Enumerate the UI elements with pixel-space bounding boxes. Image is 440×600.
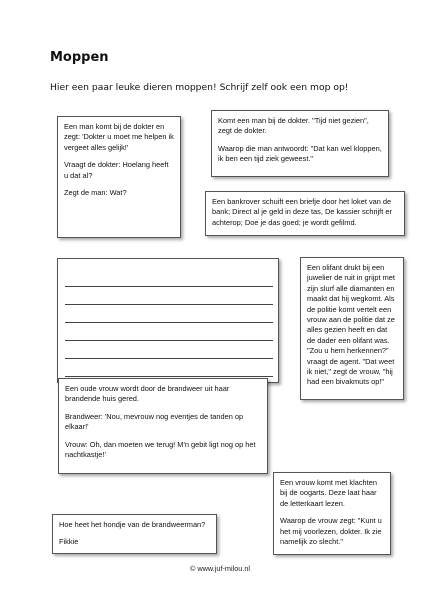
joke-card-oogarts [273, 472, 391, 555]
writing-line [65, 358, 273, 359]
joke-card-hondje [52, 514, 217, 554]
joke-card-dokter-vergeten [57, 116, 181, 238]
joke-line: Waarop de vrouw zegt: "Kunt u het mij voorlezen, dokter. Ik zie namelijk zo slecht." [280, 516, 382, 547]
copyright-footer: © www.juf-milou.nl [189, 564, 251, 573]
joke-line: Een olifant drukt bij een juwelier de ruit in grijpt met zijn slurf alle diamanten en maakt dat hij wegkomt. Als de politie komt vertelt een vrouw aan de politie dat ze alles gezien heeft en dat de dader een olifant was. "Zou u hem herkennen?" vraagt de agent. "Dat weet ik niet," zegt de vrouw, "hij had een bivakmuts op!" [307, 263, 395, 387]
intro-text: Hier een paar leuke dieren moppen! Schrijf zelf ook een mop op! [50, 82, 349, 93]
joke-line: Vraagt de dokter: Hoelang heeft u dat al? [64, 160, 169, 180]
joke-card-brandweer [58, 378, 268, 474]
joke-line: Komt een man bij de dokter. "Tijd niet gezien", zegt de dokter. [218, 116, 369, 136]
joke-line: Een oude vrouw wordt door de brandweer uit haar brandende huis gered. [65, 384, 230, 404]
joke-card-bankrover [205, 191, 405, 236]
writing-line [65, 376, 273, 377]
writing-line [65, 340, 273, 341]
writing-line [65, 304, 273, 305]
write-your-own-joke-box[interactable] [57, 258, 279, 383]
joke-line: Hoe heet het hondje van de brandweerman? [59, 520, 206, 529]
joke-line: Vrouw: Oh, dan moeten we terug! M'n gebit ligt nog op het nachtkastje!' [65, 439, 256, 460]
joke-line: Een vrouw komt met klachten bij de oogarts. Deze laat haar de letterkaart lezen. [280, 478, 377, 508]
joke-line: Fikkie [59, 537, 79, 547]
joke-card-tijd-niet-gezien [211, 110, 389, 177]
joke-line: Zegt de man: Wat? [64, 188, 127, 198]
joke-line: Brandweer: 'Nou, mevrouw nog eventjes de tanden op elkaar!' [65, 411, 244, 432]
joke-line: Een bankrover schuift een briefje door het loket van de bank; Direct al je geld in deze tas, De kassier schrijft er achterop; Doe je das goed; je wordt gefilmd. [212, 197, 392, 227]
writing-line [65, 322, 273, 323]
writing-line [65, 286, 273, 287]
joke-card-olifant [300, 257, 404, 400]
joke-line: Een man komt bij de dokter en zegt: 'Dokter u moet me helpen ik vergeet alles gelijk!' [64, 122, 174, 152]
joke-line: Waarop die man antwoordt: "Dat kan wel kloppen, ik ben een tijd ziek geweest." [218, 143, 382, 164]
page-title: Moppen [50, 50, 109, 65]
